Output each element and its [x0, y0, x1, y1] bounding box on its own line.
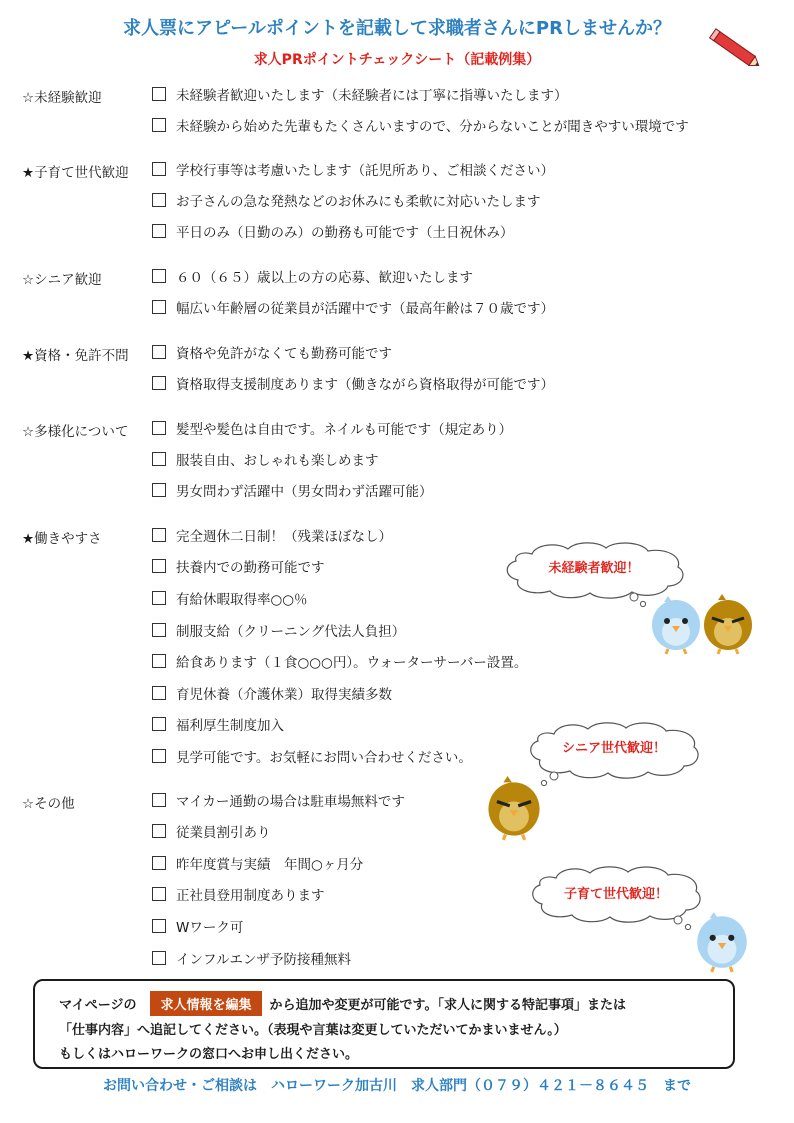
section-label: ☆その他 — [22, 796, 75, 812]
checklist-item[interactable]: 髪型や髪色は自由です。ネイルも可能です（規定あり） — [152, 418, 512, 438]
brown-bird-icon — [484, 776, 544, 842]
checklist-item[interactable]: 育児休養（介護休業）取得実績多数 — [152, 683, 392, 703]
instruction-line-3: もしくはハローワークの窓口へお申し出ください。 — [59, 1047, 359, 1062]
bubble-label: シニア世代歓迎！ — [561, 741, 667, 756]
checklist-item[interactable]: 正社員登用制度あります — [152, 884, 325, 904]
checkbox-icon[interactable] — [152, 856, 166, 870]
checkbox-icon[interactable] — [152, 686, 166, 700]
checklist-item[interactable]: 扶養内での勤務可能です — [152, 556, 325, 576]
blue-bird-icon — [692, 910, 752, 974]
checkbox-icon[interactable] — [152, 951, 166, 965]
edit-job-info-button[interactable]: 求人情報を編集 — [150, 991, 261, 1016]
checkbox-icon[interactable] — [152, 269, 166, 283]
checkbox-icon[interactable] — [152, 559, 166, 573]
section-label: ☆未経験歓迎 — [22, 90, 102, 106]
checklist-item[interactable]: 男女問わず活躍中（男女問わず活躍可能） — [152, 480, 433, 500]
checkbox-icon[interactable] — [152, 162, 166, 176]
checkbox-icon[interactable] — [152, 887, 166, 901]
thought-bubble-icon — [528, 864, 704, 934]
checklist-item[interactable]: 未経験者歓迎いたします（未経験者には丁寧に指導いたします） — [152, 84, 568, 104]
checklist-item[interactable]: インフルエンザ予防接種無料 — [152, 948, 351, 968]
section-label: ★働きやすさ — [22, 531, 102, 547]
checklist-item[interactable]: 福利厚生制度加入 — [152, 714, 284, 734]
checkbox-icon[interactable] — [152, 717, 166, 731]
checkbox-icon[interactable] — [152, 118, 166, 132]
checkbox-icon[interactable] — [152, 452, 166, 466]
checklist-item[interactable]: 有給休暇取得率○○％ — [152, 588, 308, 608]
page-title: 求人票にアピールポイントを記載して求職者さんにPRしませんか？ — [123, 18, 671, 39]
checklist-item[interactable]: 見学可能です。お気軽にお問い合わせください。 — [152, 746, 472, 766]
checklist-item[interactable]: 資格取得支援制度あります（働きながら資格取得が可能です） — [152, 373, 554, 393]
checklist-item[interactable]: お子さんの急な発熱などのお休みにも柔軟に対応いたします — [152, 190, 541, 210]
checkbox-icon[interactable] — [152, 623, 166, 637]
checklist-item[interactable]: 平日のみ（日勤のみ）の勤務も可能です（土日祝休み） — [152, 221, 514, 241]
contact-footer: お問い合わせ・ご相談は ハローワーク加古川 求人部門（０７９）４２１－８６４５ まで — [103, 1078, 691, 1094]
instruction-line-1: マイページの 求人情報を編集 から追加や変更が可能です。「求人に関する特記事項」または — [59, 991, 626, 1016]
thought-bubble-icon — [526, 720, 702, 790]
section-label: ★資格・免許不問 — [22, 348, 129, 364]
checkbox-icon[interactable] — [152, 483, 166, 497]
instruction-line-2: 「仕事内容」へ追記してください。（表現や言葉は変更していただいてかまいません。） — [59, 1023, 567, 1038]
checkbox-icon[interactable] — [152, 300, 166, 314]
checklist-item[interactable]: 未経験から始めた先輩もたくさんいますので、分からないことが聞きやすい環境です — [152, 115, 689, 135]
checklist-item[interactable]: 従業員割引あり — [152, 821, 271, 841]
instruction-box — [33, 979, 735, 1069]
pencil-icon — [706, 26, 766, 72]
bubble-label: 子育て世代歓迎！ — [563, 887, 669, 902]
checkbox-icon[interactable] — [152, 654, 166, 668]
checkbox-icon[interactable] — [152, 421, 166, 435]
checkbox-icon[interactable] — [152, 224, 166, 238]
checklist-item[interactable]: 昨年度賞与実績 年間○ヶ月分 — [152, 853, 363, 873]
checkbox-icon[interactable] — [152, 749, 166, 763]
bubble-label: 未経験者歓迎！ — [548, 561, 640, 576]
section-label: ☆シニア歓迎 — [22, 272, 102, 288]
checklist-item[interactable]: 給食あります（１食○○○円）。ウォーターサーバー設置。 — [152, 651, 527, 671]
checklist-item[interactable]: 幅広い年齢層の従業員が活躍中です（最高年齢は７０歳です） — [152, 297, 554, 317]
page-subtitle: 求人PRポイントチェックシート（記載例集） — [253, 52, 541, 68]
section-label: ★子育て世代歓迎 — [22, 165, 129, 181]
blue-bird-icon — [648, 594, 704, 656]
checklist-item[interactable]: Wワーク可 — [152, 916, 243, 936]
checkbox-icon[interactable] — [152, 591, 166, 605]
checklist-item[interactable]: 制服支給（クリーニング代法人負担） — [152, 620, 405, 640]
checkbox-icon[interactable] — [152, 87, 166, 101]
checkbox-icon[interactable] — [152, 376, 166, 390]
checklist-item[interactable]: 服装自由、おしゃれも楽しめます — [152, 449, 379, 469]
checkbox-icon[interactable] — [152, 345, 166, 359]
checkbox-icon[interactable] — [152, 528, 166, 542]
checklist-item[interactable]: ６０（６５）歳以上の方の応募、歓迎いたします — [152, 266, 473, 286]
section-label: ☆多様化について — [22, 424, 129, 440]
checklist-item[interactable]: 完全週休二日制！（残業ほぼなし） — [152, 525, 392, 545]
checkbox-icon[interactable] — [152, 824, 166, 838]
checklist-item[interactable]: マイカー通勤の場合は駐車場無料です — [152, 790, 405, 810]
checklist-item[interactable]: 資格や免許がなくても勤務可能です — [152, 342, 392, 362]
checkbox-icon[interactable] — [152, 793, 166, 807]
brown-bird-icon — [700, 594, 756, 656]
checkbox-icon[interactable] — [152, 193, 166, 207]
checklist-item[interactable]: 学校行事等は考慮いたします（託児所あり、ご相談ください） — [152, 159, 554, 179]
checkbox-icon[interactable] — [152, 919, 166, 933]
